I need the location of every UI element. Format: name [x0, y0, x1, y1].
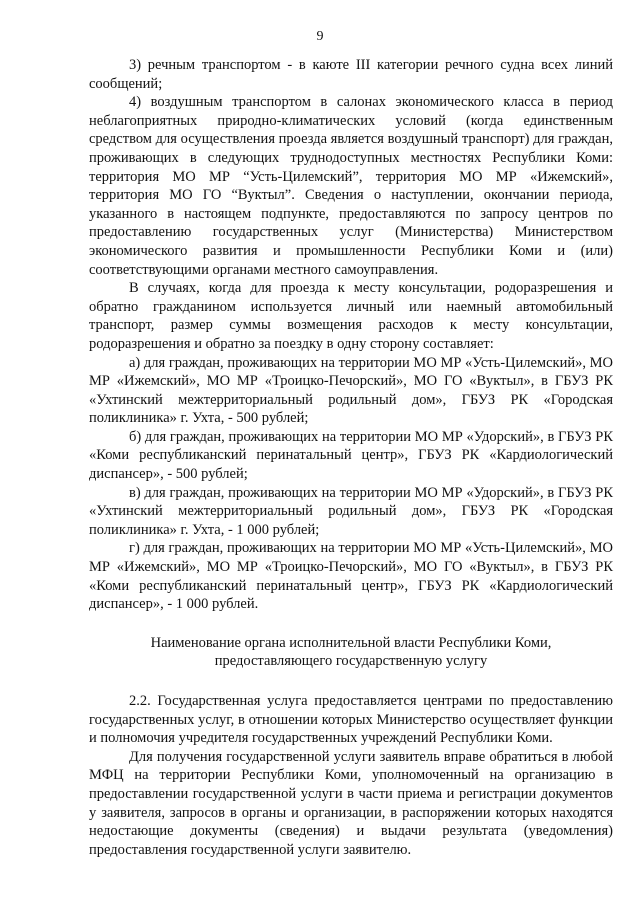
- paragraph-mfc: Для получения государственной услуги заявитель вправе обратиться в любой МФЦ на территории Республики Коми, уполномоченный на организацию в предоставлении государственной услуги в части приема и регистрации документов у заявителя, запросов в органы и организации, в распоряжении которых находятся недостающие документы (сведения) и выдачи результата (уведомления) предоставления государственной услуги заявителю.: [89, 748, 613, 858]
- paragraph-river-transport: 3) речным транспортом - в каюте III категории речного судна всех линий сообщений;: [89, 57, 613, 92]
- paragraph-item-g: г) для граждан, проживающих на территории МО МР «Усть-Цилемский», МО МР «Ижемский», МО МР «Троицко-Печорский», МО ГО «Вуктыл», в ГБУЗ РК «Коми республиканский перинатальный центр», ГБУЗ РК «Кардиологический диспансер», - 1 000 рублей.: [89, 540, 613, 613]
- paragraph-car-transport: В случаях, когда для проезда к месту консультации, родоразрешения и обратно гражданином используется личный или наемный автомобильный транспорт, размер суммы возмещения расходов к месту консультации, родоразрешения и обратно за поездку в одну сторону составляет:: [89, 280, 613, 352]
- paragraph-air-transport: 4) воздушным транспортом в салонах экономического класса в период неблагоприятных природно-климатических условий (когда единственным средством для осуществления проезда является воздушный транспорт) для граждан, проживающих в следующих труднодоступных местностях Республики Коми: территория МО МР “Усть-Цилемский”, территория МО МР «Ижемский», территория МО ГО “Вуктыл”. Сведения о наступлении, окончании периода, указанного в настоящем подпункте, предоставляются по запросу центров по предоставлению государственных услуг (Министерства) Министерством экономического развития и промышленности Республики Коми и (или) соответствующими органами местного самоуправления.: [89, 94, 613, 278]
- page-number: 9: [316, 29, 324, 44]
- paragraph-2-2: 2.2. Государственная услуга предоставляется центрами по предоставлению государственных услуг, в отношении которых Министерство осуществляет функции и полномочия учредителя государственных учреждений Республики Коми.: [89, 693, 613, 747]
- paragraph-item-b: б) для граждан, проживающих на территории МО МР «Удорский», в ГБУЗ РК «Коми республиканский перинатальный центр», ГБУЗ РК «Кардиологический диспансер», - 500 рублей;: [89, 428, 613, 483]
- document-body: [89, 56, 613, 859]
- paragraph-item-a: а) для граждан, проживающих на территории МО МР «Усть-Цилемский», МО МР «Ижемский», МО МР «Троицко-Печорский», МО ГО «Вуктыл», в ГБУЗ РК «Ухтинский межтерриториальный родильный дом», ГБУЗ РК «Городская поликлиника» г. Ухта, - 500 рублей;: [89, 354, 613, 427]
- section-heading-line-1: Наименование органа исполнительной власти Республики Коми,: [150, 634, 552, 651]
- section-heading: [89, 634, 613, 671]
- paragraph-item-v: в) для граждан, проживающих на территории МО МР «Удорский», в ГБУЗ РК «Ухтинский межтерриториальный родильный дом», ГБУЗ РК «Городская поликлиника» г. Ухта, - 1 000 рублей;: [89, 484, 613, 538]
- section-heading-line-2: предоставляющего государственную услугу: [214, 653, 488, 670]
